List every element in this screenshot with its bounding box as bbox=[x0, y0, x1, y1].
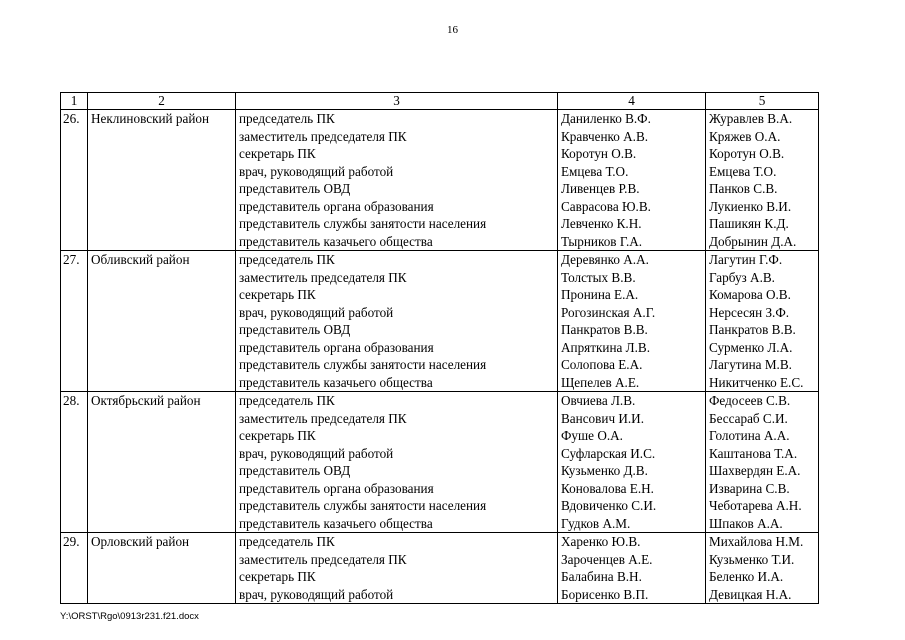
person-name: Федосеев С.В. bbox=[709, 393, 791, 408]
header-col-2: 2 bbox=[88, 93, 236, 110]
file-path-footer: Y:\ORST\Rgo\0913r231.f21.docx bbox=[60, 611, 199, 622]
page-number: 16 bbox=[447, 24, 458, 36]
header-col-1: 1 bbox=[61, 93, 88, 110]
person-name: Вансович И.И. bbox=[561, 410, 645, 426]
role-item: представитель органа образования bbox=[239, 339, 434, 355]
person-name: Лагутин Г.Ф. bbox=[709, 252, 783, 267]
row-number: 26. bbox=[61, 110, 88, 251]
person-name: Кравченко А.В. bbox=[561, 128, 649, 144]
person-name: Девицкая Н.А. bbox=[709, 586, 792, 602]
person-name: Беленко И.А. bbox=[709, 569, 784, 584]
role-item: председатель ПК bbox=[239, 393, 335, 408]
commission-table bbox=[60, 92, 819, 604]
person-name: Кузьменко Д.В. bbox=[561, 463, 648, 478]
person-name: Деревянко А.А. bbox=[561, 252, 649, 267]
table-row bbox=[61, 392, 819, 533]
person-name: Панкратов В.В. bbox=[709, 322, 796, 337]
person-name: Шпаков А.А. bbox=[709, 515, 783, 531]
person-name: Саврасова Ю.В. bbox=[561, 198, 651, 214]
person-name: Пронина Е.А. bbox=[561, 287, 639, 302]
role-list bbox=[236, 533, 558, 604]
person-name: Панкратов В.В. bbox=[561, 322, 648, 337]
role-item: секретарь ПК bbox=[239, 569, 316, 584]
person-name: Коновалова Е.Н. bbox=[561, 480, 654, 496]
person-name: Сурменко Л.А. bbox=[709, 339, 793, 355]
person-name: Изварина С.В. bbox=[709, 480, 790, 496]
person-name: Гарбуз А.В. bbox=[709, 269, 775, 285]
role-item: секретарь ПК bbox=[239, 428, 316, 443]
district-name: Орловский район bbox=[88, 533, 236, 604]
person-name: Лагутина М.В. bbox=[709, 357, 792, 372]
member-list bbox=[558, 110, 706, 251]
person-name: Коротун О.В. bbox=[709, 146, 785, 161]
person-name: Кузьменко Т.И. bbox=[709, 551, 795, 567]
role-item: заместитель председателя ПК bbox=[239, 551, 407, 567]
reserve-list bbox=[706, 533, 819, 604]
person-name: Щепелев А.Е. bbox=[561, 374, 640, 390]
person-name: Емцева Т.О. bbox=[709, 163, 777, 179]
person-name: Вдовиченко С.И. bbox=[561, 498, 657, 513]
member-list bbox=[558, 533, 706, 604]
person-name: Михайлова Н.М. bbox=[709, 534, 804, 549]
person-name: Борисенко В.П. bbox=[561, 586, 649, 602]
person-name: Комарова О.В. bbox=[709, 287, 791, 302]
role-item: председатель ПК bbox=[239, 111, 335, 126]
person-name: Журавлев В.А. bbox=[709, 111, 793, 126]
role-list bbox=[236, 110, 558, 251]
row-number: 27. bbox=[61, 251, 88, 392]
role-item: представитель ОВД bbox=[239, 322, 351, 337]
person-name: Никитченко Е.С. bbox=[709, 374, 804, 390]
table-row bbox=[61, 533, 819, 604]
district-name: Октябрьский район bbox=[88, 392, 236, 533]
role-item: заместитель председателя ПК bbox=[239, 269, 407, 285]
role-item: представитель ОВД bbox=[239, 181, 351, 196]
role-item: врач, руководящий работой bbox=[239, 586, 394, 602]
table-row bbox=[61, 251, 819, 392]
reserve-list bbox=[706, 110, 819, 251]
person-name: Лукиенко В.И. bbox=[709, 198, 792, 214]
role-item: председатель ПК bbox=[239, 252, 335, 267]
person-name: Солопова Е.А. bbox=[561, 357, 643, 372]
role-item: врач, руководящий работой bbox=[239, 445, 394, 461]
district-name: Неклиновский район bbox=[88, 110, 236, 251]
role-list bbox=[236, 251, 558, 392]
person-name: Овчиева Л.В. bbox=[561, 393, 636, 408]
reserve-list bbox=[706, 251, 819, 392]
person-name: Зароченцев А.Е. bbox=[561, 551, 653, 567]
role-item: представитель казачьего общества bbox=[239, 515, 433, 531]
role-list bbox=[236, 392, 558, 533]
person-name: Кряжев О.А. bbox=[709, 128, 781, 144]
table-row bbox=[61, 110, 819, 251]
person-name: Каштанова Т.А. bbox=[709, 445, 798, 461]
person-name: Апряткина Л.В. bbox=[561, 339, 651, 355]
role-item: представитель службы занятости населения bbox=[239, 498, 487, 513]
member-list bbox=[558, 251, 706, 392]
person-name: Пашикян К.Д. bbox=[709, 216, 789, 231]
person-name: Шахвердян Е.А. bbox=[709, 463, 801, 478]
header-col-5: 5 bbox=[706, 93, 819, 110]
row-number: 29. bbox=[61, 533, 88, 604]
role-item: представитель органа образования bbox=[239, 198, 434, 214]
header-col-4: 4 bbox=[558, 93, 706, 110]
role-item: врач, руководящий работой bbox=[239, 304, 394, 320]
person-name: Чеботарева А.Н. bbox=[709, 498, 802, 513]
person-name: Толстых В.В. bbox=[561, 269, 636, 285]
person-name: Панков С.В. bbox=[709, 181, 778, 196]
district-name: Обливский район bbox=[88, 251, 236, 392]
person-name: Рогозинская А.Г. bbox=[561, 304, 656, 320]
role-item: председатель ПК bbox=[239, 534, 335, 549]
person-name: Харенко Ю.В. bbox=[561, 534, 641, 549]
person-name: Гудков А.М. bbox=[561, 515, 631, 531]
person-name: Ливенцев Р.В. bbox=[561, 181, 640, 196]
role-item: представитель казачьего общества bbox=[239, 233, 433, 249]
reserve-list bbox=[706, 392, 819, 533]
person-name: Коротун О.В. bbox=[561, 146, 637, 161]
person-name: Голотина А.А. bbox=[709, 428, 790, 443]
table-header-row bbox=[61, 93, 819, 110]
row-number: 28. bbox=[61, 392, 88, 533]
person-name: Тырников Г.А. bbox=[561, 233, 643, 249]
person-name: Балабина В.Н. bbox=[561, 569, 642, 584]
role-item: заместитель председателя ПК bbox=[239, 410, 407, 426]
role-item: заместитель председателя ПК bbox=[239, 128, 407, 144]
role-item: секретарь ПК bbox=[239, 146, 316, 161]
member-list bbox=[558, 392, 706, 533]
person-name: Фуше О.А. bbox=[561, 428, 623, 443]
person-name: Даниленко В.Ф. bbox=[561, 111, 651, 126]
role-item: представитель казачьего общества bbox=[239, 374, 433, 390]
role-item: представитель органа образования bbox=[239, 480, 434, 496]
person-name: Емцева Т.О. bbox=[561, 163, 629, 179]
role-item: секретарь ПК bbox=[239, 287, 316, 302]
person-name: Добрынин Д.А. bbox=[709, 233, 797, 249]
role-item: представитель ОВД bbox=[239, 463, 351, 478]
person-name: Суфларская И.С. bbox=[561, 445, 656, 461]
person-name: Нерсесян З.Ф. bbox=[709, 304, 790, 320]
role-item: врач, руководящий работой bbox=[239, 163, 394, 179]
role-item: представитель службы занятости населения bbox=[239, 357, 487, 372]
header-col-3: 3 bbox=[236, 93, 558, 110]
role-item: представитель службы занятости населения bbox=[239, 216, 487, 231]
person-name: Левченко К.Н. bbox=[561, 216, 642, 231]
person-name: Бессараб С.И. bbox=[709, 410, 788, 426]
